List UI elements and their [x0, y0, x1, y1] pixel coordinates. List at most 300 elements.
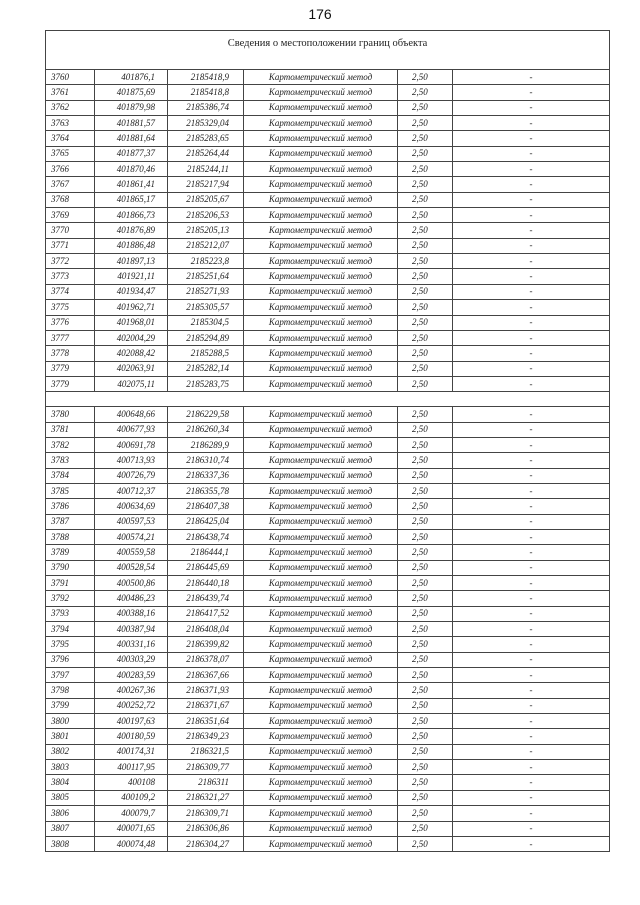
y-coordinate-cell: 2185418,9: [168, 70, 244, 85]
y-coordinate-cell: 2186306,86: [168, 821, 244, 836]
x-coordinate-cell: 400691,78: [95, 437, 168, 452]
method-cell: Картометрический метод: [244, 622, 398, 637]
method-cell: Картометрический метод: [244, 116, 398, 131]
precision-cell: 2,50: [398, 545, 453, 560]
x-coordinate-cell: 401897,13: [95, 254, 168, 269]
table-row: [46, 376, 610, 391]
point-number-cell: 3775: [46, 300, 95, 315]
description-cell: -: [453, 192, 610, 207]
precision-cell: 2,50: [398, 560, 453, 575]
precision-cell: 2,50: [398, 729, 453, 744]
y-coordinate-cell: 2186438,74: [168, 529, 244, 544]
description-cell: -: [453, 775, 610, 790]
point-number-cell: 3788: [46, 529, 95, 544]
point-number-cell: 3786: [46, 499, 95, 514]
y-coordinate-cell: 2185244,11: [168, 162, 244, 177]
point-number-cell: 3802: [46, 744, 95, 759]
x-coordinate-cell: 400574,21: [95, 529, 168, 544]
precision-cell: 2,50: [398, 806, 453, 821]
y-coordinate-cell: 2185271,93: [168, 284, 244, 299]
x-coordinate-cell: 400486,23: [95, 591, 168, 606]
y-coordinate-cell: 2186417,52: [168, 606, 244, 621]
y-coordinate-cell: 2186351,64: [168, 714, 244, 729]
method-cell: Картометрический метод: [244, 821, 398, 836]
x-coordinate-cell: 400597,53: [95, 514, 168, 529]
precision-cell: 2,50: [398, 146, 453, 161]
point-number-cell: 3779: [46, 376, 95, 391]
description-cell: -: [453, 483, 610, 498]
description-cell: -: [453, 668, 610, 683]
table-row: [46, 744, 610, 759]
precision-cell: 2,50: [398, 652, 453, 667]
description-cell: -: [453, 545, 610, 560]
method-cell: Картометрический метод: [244, 529, 398, 544]
description-cell: -: [453, 116, 610, 131]
description-cell: -: [453, 162, 610, 177]
table-row: [46, 238, 610, 253]
method-cell: Картометрический метод: [244, 775, 398, 790]
y-coordinate-cell: 2185206,53: [168, 208, 244, 223]
table-row: [46, 821, 610, 836]
table-row: [46, 254, 610, 269]
description-cell: -: [453, 714, 610, 729]
y-coordinate-cell: 2185282,14: [168, 361, 244, 376]
y-coordinate-cell: 2186321,27: [168, 790, 244, 805]
table-row: [46, 499, 610, 514]
point-number-cell: 3782: [46, 437, 95, 452]
description-cell: -: [453, 698, 610, 713]
description-cell: -: [453, 637, 610, 652]
point-number-cell: 3771: [46, 238, 95, 253]
method-cell: Картометрический метод: [244, 729, 398, 744]
table-row: [46, 177, 610, 192]
table-row: [46, 437, 610, 452]
precision-cell: 2,50: [398, 100, 453, 115]
method-cell: Картометрический метод: [244, 714, 398, 729]
table-row: [46, 100, 610, 115]
method-cell: Картометрический метод: [244, 177, 398, 192]
y-coordinate-cell: 2186309,71: [168, 806, 244, 821]
description-cell: -: [453, 529, 610, 544]
description-cell: -: [453, 790, 610, 805]
precision-cell: 2,50: [398, 668, 453, 683]
description-cell: -: [453, 591, 610, 606]
table-row: [46, 162, 610, 177]
table-row: [46, 208, 610, 223]
description-cell: -: [453, 729, 610, 744]
table-row: [46, 714, 610, 729]
x-coordinate-cell: 401870,46: [95, 162, 168, 177]
method-cell: Картометрический метод: [244, 668, 398, 683]
precision-cell: 2,50: [398, 606, 453, 621]
x-coordinate-cell: 401865,17: [95, 192, 168, 207]
description-cell: -: [453, 652, 610, 667]
description-cell: -: [453, 453, 610, 468]
y-coordinate-cell: 2186311: [168, 775, 244, 790]
x-coordinate-cell: 401875,69: [95, 85, 168, 100]
precision-cell: 2,50: [398, 683, 453, 698]
precision-cell: 2,50: [398, 453, 453, 468]
y-coordinate-cell: 2186367,66: [168, 668, 244, 683]
precision-cell: 2,50: [398, 254, 453, 269]
precision-cell: 2,50: [398, 223, 453, 238]
description-cell: -: [453, 361, 610, 376]
y-coordinate-cell: 2186444,1: [168, 545, 244, 560]
precision-cell: 2,50: [398, 162, 453, 177]
x-coordinate-cell: 400713,93: [95, 453, 168, 468]
precision-cell: 2,50: [398, 468, 453, 483]
precision-cell: 2,50: [398, 315, 453, 330]
point-number-cell: 3808: [46, 836, 95, 851]
method-cell: Картометрический метод: [244, 836, 398, 851]
point-number-cell: 3796: [46, 652, 95, 667]
description-cell: -: [453, 254, 610, 269]
method-cell: Картометрический метод: [244, 637, 398, 652]
page-number: 176: [308, 6, 332, 22]
x-coordinate-cell: 401861,41: [95, 177, 168, 192]
y-coordinate-cell: 2186309,77: [168, 760, 244, 775]
precision-cell: 2,50: [398, 70, 453, 85]
description-cell: -: [453, 100, 610, 115]
table-title: Сведения о местоположении границ объекта: [46, 31, 610, 70]
precision-cell: 2,50: [398, 269, 453, 284]
point-number-cell: 3792: [46, 591, 95, 606]
x-coordinate-cell: 400726,79: [95, 468, 168, 483]
method-cell: Картометрический метод: [244, 254, 398, 269]
description-cell: -: [453, 576, 610, 591]
table-row: [46, 606, 610, 621]
method-cell: Картометрический метод: [244, 407, 398, 422]
method-cell: Картометрический метод: [244, 422, 398, 437]
method-cell: Картометрический метод: [244, 499, 398, 514]
method-cell: Картометрический метод: [244, 269, 398, 284]
table-row: [46, 85, 610, 100]
table-row: [46, 116, 610, 131]
table-row: [46, 529, 610, 544]
y-coordinate-cell: 2186425,04: [168, 514, 244, 529]
x-coordinate-cell: 401962,71: [95, 300, 168, 315]
precision-cell: 2,50: [398, 85, 453, 100]
point-number-cell: 3770: [46, 223, 95, 238]
precision-cell: 2,50: [398, 238, 453, 253]
x-coordinate-cell: 400252,72: [95, 698, 168, 713]
table-row: [46, 760, 610, 775]
point-number-cell: 3804: [46, 775, 95, 790]
table-row: [46, 591, 610, 606]
description-cell: -: [453, 177, 610, 192]
precision-cell: 2,50: [398, 775, 453, 790]
description-cell: -: [453, 70, 610, 85]
point-number-cell: 3766: [46, 162, 95, 177]
x-coordinate-cell: 400109,2: [95, 790, 168, 805]
precision-cell: 2,50: [398, 760, 453, 775]
x-coordinate-cell: 400180,59: [95, 729, 168, 744]
x-coordinate-cell: 400071,65: [95, 821, 168, 836]
point-number-cell: 3777: [46, 330, 95, 345]
method-cell: Картометрический метод: [244, 790, 398, 805]
precision-cell: 2,50: [398, 637, 453, 652]
precision-cell: 2,50: [398, 483, 453, 498]
point-number-cell: 3781: [46, 422, 95, 437]
x-coordinate-cell: 402075,11: [95, 376, 168, 391]
precision-cell: 2,50: [398, 131, 453, 146]
table-row: [46, 70, 610, 85]
point-number-cell: 3765: [46, 146, 95, 161]
point-number-cell: 3793: [46, 606, 95, 621]
y-coordinate-cell: 2186355,78: [168, 483, 244, 498]
x-coordinate-cell: 400331,16: [95, 637, 168, 652]
y-coordinate-cell: 2186378,07: [168, 652, 244, 667]
method-cell: Картометрический метод: [244, 514, 398, 529]
x-coordinate-cell: 400712,37: [95, 483, 168, 498]
method-cell: Картометрический метод: [244, 453, 398, 468]
x-coordinate-cell: 400303,29: [95, 652, 168, 667]
y-coordinate-cell: 2185251,64: [168, 269, 244, 284]
y-coordinate-cell: 2186321,5: [168, 744, 244, 759]
method-cell: Картометрический метод: [244, 300, 398, 315]
y-coordinate-cell: 2186349,23: [168, 729, 244, 744]
point-number-cell: 3799: [46, 698, 95, 713]
method-cell: Картометрический метод: [244, 683, 398, 698]
x-coordinate-cell: 402063,91: [95, 361, 168, 376]
method-cell: Картометрический метод: [244, 100, 398, 115]
precision-cell: 2,50: [398, 407, 453, 422]
x-coordinate-cell: 401881,57: [95, 116, 168, 131]
precision-cell: 2,50: [398, 499, 453, 514]
description-cell: -: [453, 606, 610, 621]
precision-cell: 2,50: [398, 529, 453, 544]
method-cell: Картометрический метод: [244, 591, 398, 606]
precision-cell: 2,50: [398, 437, 453, 452]
description-cell: -: [453, 315, 610, 330]
table-row: [46, 300, 610, 315]
x-coordinate-cell: 400174,31: [95, 744, 168, 759]
table-row: [46, 192, 610, 207]
description-cell: -: [453, 499, 610, 514]
point-number-cell: 3773: [46, 269, 95, 284]
x-coordinate-cell: 402088,42: [95, 346, 168, 361]
x-coordinate-cell: 401881,64: [95, 131, 168, 146]
precision-cell: 2,50: [398, 821, 453, 836]
table-row: [46, 453, 610, 468]
table-row: [46, 346, 610, 361]
x-coordinate-cell: 402004,29: [95, 330, 168, 345]
x-coordinate-cell: 400648,66: [95, 407, 168, 422]
table-row: [46, 483, 610, 498]
description-cell: -: [453, 300, 610, 315]
method-cell: Картометрический метод: [244, 361, 398, 376]
x-coordinate-cell: 400500,86: [95, 576, 168, 591]
method-cell: Картометрический метод: [244, 652, 398, 667]
point-number-cell: 3760: [46, 70, 95, 85]
point-number-cell: 3769: [46, 208, 95, 223]
description-cell: -: [453, 269, 610, 284]
method-cell: Картометрический метод: [244, 606, 398, 621]
point-number-cell: 3785: [46, 483, 95, 498]
description-cell: -: [453, 760, 610, 775]
y-coordinate-cell: 2186408,04: [168, 622, 244, 637]
x-coordinate-cell: 401866,73: [95, 208, 168, 223]
y-coordinate-cell: 2185205,13: [168, 223, 244, 238]
table-row: [46, 668, 610, 683]
description-cell: -: [453, 560, 610, 575]
table-row: [46, 407, 610, 422]
description-cell: -: [453, 131, 610, 146]
y-coordinate-cell: 2186371,93: [168, 683, 244, 698]
precision-cell: 2,50: [398, 790, 453, 805]
method-cell: Картометрический метод: [244, 223, 398, 238]
y-coordinate-cell: 2186371,67: [168, 698, 244, 713]
precision-cell: 2,50: [398, 622, 453, 637]
method-cell: Картометрический метод: [244, 468, 398, 483]
y-coordinate-cell: 2186439,74: [168, 591, 244, 606]
x-coordinate-cell: 400634,69: [95, 499, 168, 514]
precision-cell: 2,50: [398, 514, 453, 529]
point-number-cell: 3800: [46, 714, 95, 729]
description-cell: -: [453, 223, 610, 238]
x-coordinate-cell: 400267,36: [95, 683, 168, 698]
x-coordinate-cell: 400079,7: [95, 806, 168, 821]
x-coordinate-cell: 401876,1: [95, 70, 168, 85]
point-number-cell: 3767: [46, 177, 95, 192]
point-number-cell: 3763: [46, 116, 95, 131]
description-cell: -: [453, 85, 610, 100]
point-number-cell: 3807: [46, 821, 95, 836]
precision-cell: 2,50: [398, 208, 453, 223]
x-coordinate-cell: 401934,47: [95, 284, 168, 299]
y-coordinate-cell: 2185294,89: [168, 330, 244, 345]
table-row: [46, 560, 610, 575]
x-coordinate-cell: 400677,93: [95, 422, 168, 437]
y-coordinate-cell: 2186337,36: [168, 468, 244, 483]
point-number-cell: 3774: [46, 284, 95, 299]
precision-cell: 2,50: [398, 744, 453, 759]
x-coordinate-cell: 400528,54: [95, 560, 168, 575]
description-cell: -: [453, 744, 610, 759]
table-row: [46, 622, 610, 637]
method-cell: Картометрический метод: [244, 744, 398, 759]
x-coordinate-cell: 401886,48: [95, 238, 168, 253]
point-number-cell: 3794: [46, 622, 95, 637]
table-row: [46, 698, 610, 713]
point-number-cell: 3776: [46, 315, 95, 330]
x-coordinate-cell: 401921,11: [95, 269, 168, 284]
point-number-cell: 3803: [46, 760, 95, 775]
method-cell: Картометрический метод: [244, 346, 398, 361]
y-coordinate-cell: 2185205,67: [168, 192, 244, 207]
x-coordinate-cell: 400283,59: [95, 668, 168, 683]
y-coordinate-cell: 2185212,07: [168, 238, 244, 253]
group-separator-row: [46, 392, 610, 407]
description-cell: -: [453, 683, 610, 698]
description-cell: -: [453, 806, 610, 821]
method-cell: Картометрический метод: [244, 131, 398, 146]
description-cell: -: [453, 346, 610, 361]
y-coordinate-cell: 2185304,5: [168, 315, 244, 330]
description-cell: -: [453, 437, 610, 452]
precision-cell: 2,50: [398, 591, 453, 606]
table-header-row: [46, 31, 610, 70]
x-coordinate-cell: 400559,58: [95, 545, 168, 560]
table-row: [46, 729, 610, 744]
x-coordinate-cell: 401879,98: [95, 100, 168, 115]
method-cell: Картометрический метод: [244, 376, 398, 391]
y-coordinate-cell: 2185264,44: [168, 146, 244, 161]
y-coordinate-cell: 2186440,18: [168, 576, 244, 591]
method-cell: Картометрический метод: [244, 437, 398, 452]
y-coordinate-cell: 2186407,38: [168, 499, 244, 514]
point-number-cell: 3778: [46, 346, 95, 361]
y-coordinate-cell: 2186304,27: [168, 836, 244, 851]
precision-cell: 2,50: [398, 177, 453, 192]
table-row: [46, 545, 610, 560]
method-cell: Картометрический метод: [244, 70, 398, 85]
table-row: [46, 806, 610, 821]
point-number-cell: 3801: [46, 729, 95, 744]
method-cell: Картометрический метод: [244, 330, 398, 345]
method-cell: Картометрический метод: [244, 284, 398, 299]
y-coordinate-cell: 2185283,65: [168, 131, 244, 146]
table-row: [46, 284, 610, 299]
precision-cell: 2,50: [398, 330, 453, 345]
table-row: [46, 131, 610, 146]
table-row: [46, 468, 610, 483]
table-row: [46, 514, 610, 529]
method-cell: Картометрический метод: [244, 162, 398, 177]
table-row: [46, 330, 610, 345]
method-cell: Картометрический метод: [244, 576, 398, 591]
description-cell: -: [453, 146, 610, 161]
precision-cell: 2,50: [398, 116, 453, 131]
description-cell: -: [453, 238, 610, 253]
description-cell: -: [453, 330, 610, 345]
table-row: [46, 652, 610, 667]
method-cell: Картометрический метод: [244, 85, 398, 100]
method-cell: Картометрический метод: [244, 560, 398, 575]
y-coordinate-cell: 2185386,74: [168, 100, 244, 115]
description-cell: -: [453, 622, 610, 637]
description-cell: -: [453, 468, 610, 483]
y-coordinate-cell: 2186289,9: [168, 437, 244, 452]
x-coordinate-cell: 400387,94: [95, 622, 168, 637]
y-coordinate-cell: 2185288,5: [168, 346, 244, 361]
point-number-cell: 3791: [46, 576, 95, 591]
x-coordinate-cell: 400388,16: [95, 606, 168, 621]
point-number-cell: 3783: [46, 453, 95, 468]
point-number-cell: 3768: [46, 192, 95, 207]
precision-cell: 2,50: [398, 361, 453, 376]
description-cell: -: [453, 514, 610, 529]
description-cell: -: [453, 208, 610, 223]
y-coordinate-cell: 2185217,94: [168, 177, 244, 192]
table-row: [46, 836, 610, 851]
table-row: [46, 146, 610, 161]
method-cell: Картометрический метод: [244, 806, 398, 821]
description-cell: -: [453, 407, 610, 422]
table-row: [46, 576, 610, 591]
table-row: [46, 223, 610, 238]
point-number-cell: 3764: [46, 131, 95, 146]
precision-cell: 2,50: [398, 346, 453, 361]
description-cell: -: [453, 284, 610, 299]
point-number-cell: 3780: [46, 407, 95, 422]
separator-cell: [46, 392, 610, 407]
precision-cell: 2,50: [398, 422, 453, 437]
y-coordinate-cell: 2186229,58: [168, 407, 244, 422]
x-coordinate-cell: 400074,48: [95, 836, 168, 851]
x-coordinate-cell: 400117,95: [95, 760, 168, 775]
x-coordinate-cell: 400197,63: [95, 714, 168, 729]
